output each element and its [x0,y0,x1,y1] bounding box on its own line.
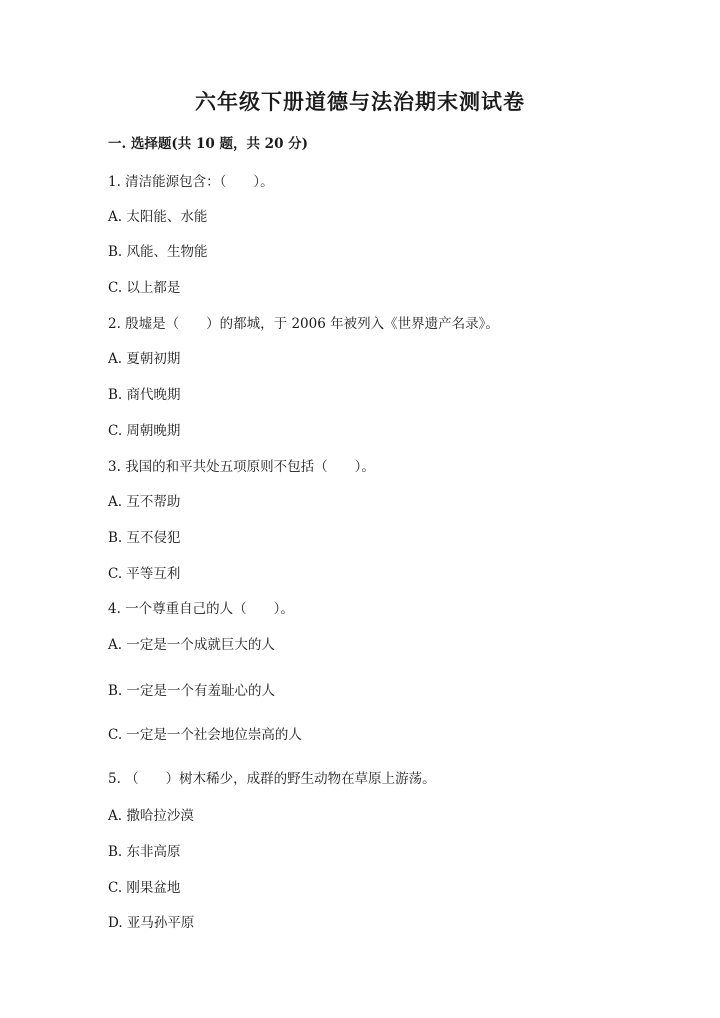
q1-option-c: C. 以上都是 [108,280,181,296]
q4-option-c: C. 一定是一个社会地位崇高的人 [108,727,302,743]
q5-option-c: C. 刚果盆地 [108,880,181,896]
q5-option-b: B. 东非高原 [108,844,181,860]
question-1: 1. 清洁能源包含：（ ）。 [108,174,274,190]
q4-option-a: A. 一定是一个成就巨大的人 [108,637,275,653]
q3-option-b: B. 互不侵犯 [108,530,181,546]
question-3: 3. 我国的和平共处五项原则不包括（ ）。 [108,459,375,475]
page-title: 六年级下册道德与法治期末测试卷 [195,89,525,114]
question-2: 2. 殷墟是（ ）的都城，于 2006 年被列入《世界遗产名录》。 [108,316,499,332]
q2-option-a: A. 夏朝初期 [108,351,181,367]
q4-option-b: B. 一定是一个有羞耻心的人 [108,683,276,699]
q3-option-a: A. 互不帮助 [108,494,181,510]
question-5: 5. （ ）树木稀少，成群的野生动物在草原上游荡。 [108,771,436,787]
q5-option-a: A. 撒哈拉沙漠 [108,808,194,824]
q3-option-c: C. 平等互利 [108,566,181,582]
q2-option-c: C. 周朝晚期 [108,423,181,439]
q1-option-a: A. 太阳能、水能 [108,209,208,225]
section-heading: 一. 选择题(共 10 题，共 20 分) [108,136,309,152]
q2-option-b: B. 商代晚期 [108,387,181,403]
q1-option-b: B. 风能、生物能 [108,244,208,260]
q5-option-d: D. 亚马孙平原 [108,915,195,931]
question-4: 4. 一个尊重自己的人（ ）。 [108,601,294,617]
